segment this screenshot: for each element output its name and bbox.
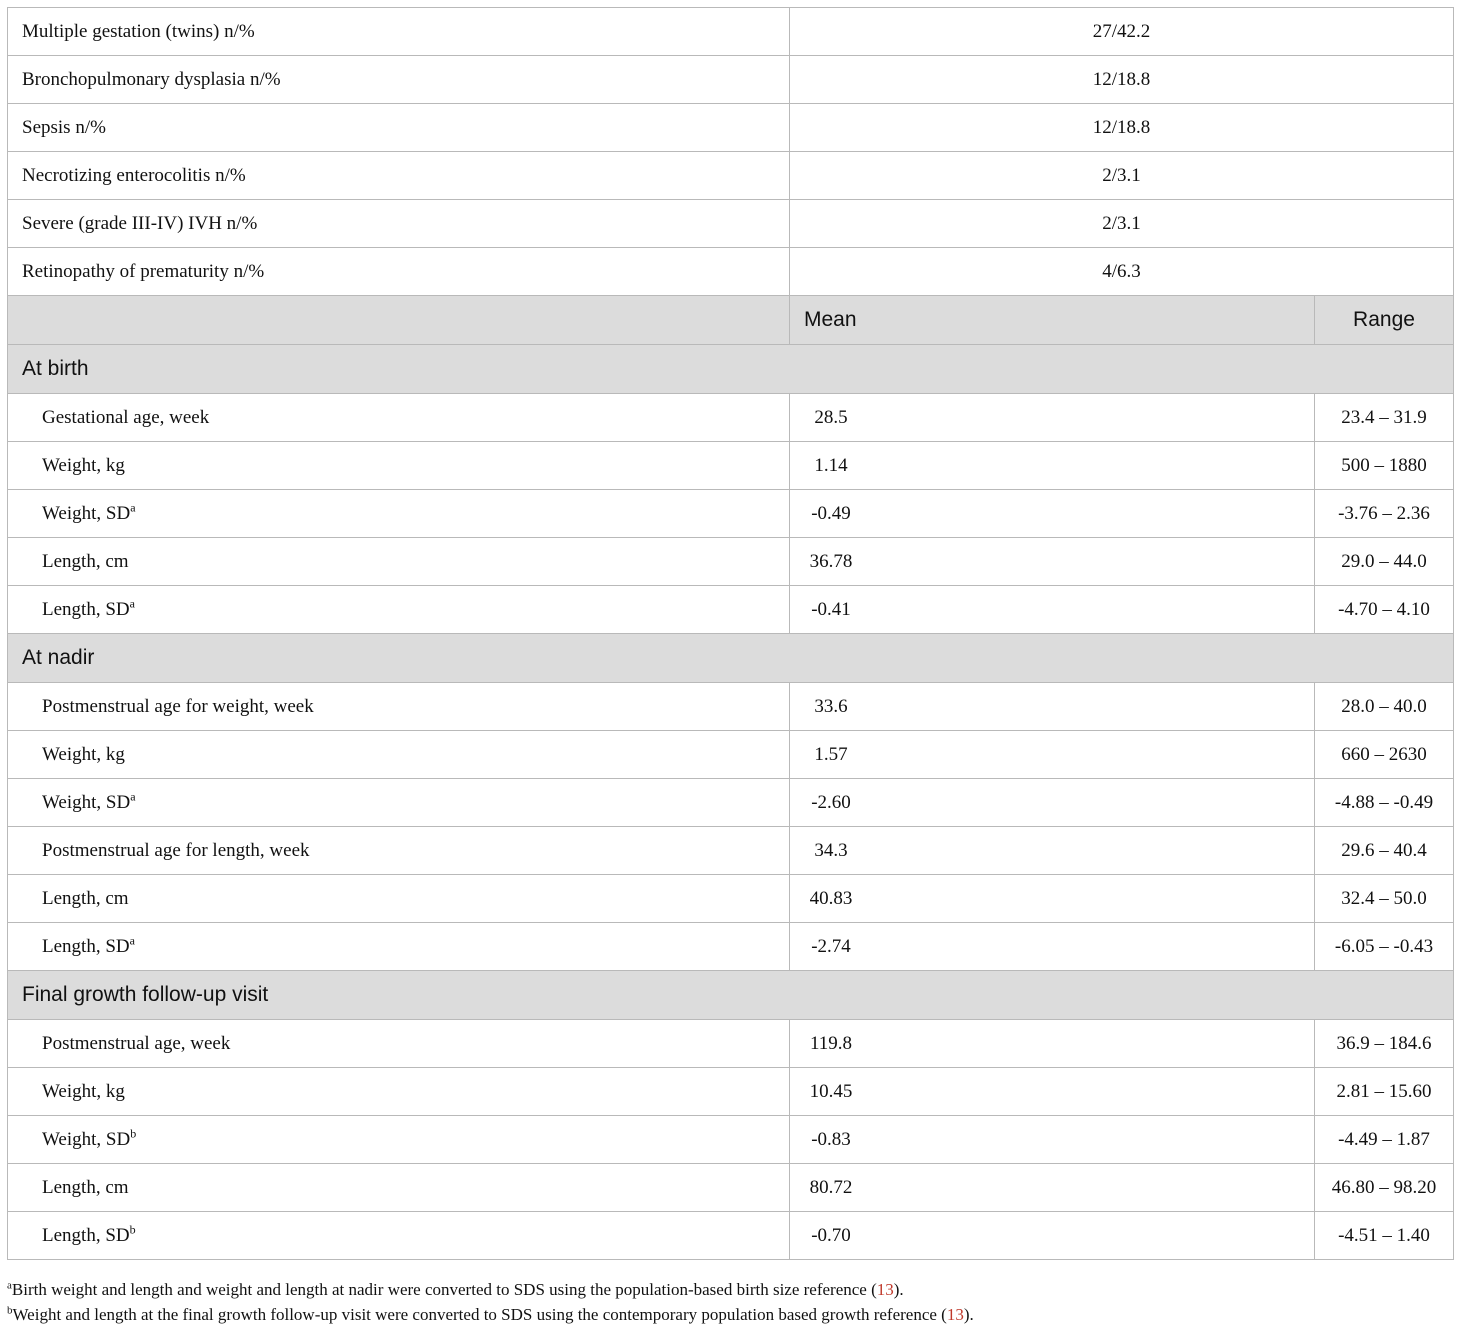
header-range: Range <box>1315 296 1454 345</box>
range-cell: -4.51 – 1.40 <box>1315 1212 1454 1260</box>
reference-link[interactable]: 13 <box>946 1305 964 1324</box>
range-cell: -4.70 – 4.10 <box>1315 586 1454 634</box>
table-row <box>8 248 1454 296</box>
range-cell: -6.05 – -0.43 <box>1315 923 1454 971</box>
table-row <box>8 923 1454 971</box>
mean-cell: 34.3 <box>790 827 1315 875</box>
mean-cell: 119.8 <box>790 1020 1315 1068</box>
section-header-row <box>8 634 1454 683</box>
mean-cell: 1.14 <box>790 442 1315 490</box>
mean-cell: -0.83 <box>790 1116 1315 1164</box>
mean-cell: 40.83 <box>790 875 1315 923</box>
range-cell: 32.4 – 50.0 <box>1315 875 1454 923</box>
footnote-b: $^b$Weight and length at the final growth follow-up visit were converted to SDS using the contemporary population based growth reference (13). <box>7 1304 974 1324</box>
table-row <box>8 394 1454 442</box>
row-label: Postmenstrual age for length, week <box>8 827 790 875</box>
mean-cell: -0.70 <box>790 1212 1315 1260</box>
range-cell: 23.4 – 31.9 <box>1315 394 1454 442</box>
footnote-mark: a <box>129 596 135 611</box>
range-cell: -4.88 – -0.49 <box>1315 779 1454 827</box>
row-label: Gestational age, week <box>8 394 790 442</box>
row-label: Length, cm <box>8 538 790 586</box>
row-label: Sepsis n/% <box>8 104 790 152</box>
range-cell: 660 – 2630 <box>1315 731 1454 779</box>
header-mean: Mean <box>790 296 1315 345</box>
footnote-mark: b <box>130 1126 137 1141</box>
mean-cell: 28.5 <box>790 394 1315 442</box>
row-value: 27/42.2 <box>790 8 1454 56</box>
section-header-row <box>8 971 1454 1020</box>
table-row <box>8 731 1454 779</box>
mean-cell: -2.60 <box>790 779 1315 827</box>
row-label: Necrotizing enterocolitis n/% <box>8 152 790 200</box>
table-row <box>8 1164 1454 1212</box>
section-title: At nadir <box>8 634 1454 683</box>
table-row <box>8 779 1454 827</box>
row-label: Postmenstrual age for weight, week <box>8 683 790 731</box>
table-container <box>7 7 1453 1260</box>
table-row <box>8 8 1454 56</box>
table-row <box>8 1116 1454 1164</box>
row-label: Length, $SD^b$ <box>8 1212 790 1260</box>
footnote-mark: a <box>130 500 136 515</box>
mean-cell: 33.6 <box>790 683 1315 731</box>
row-label: Weight, kg <box>8 1068 790 1116</box>
footnote-mark: a <box>7 1279 12 1292</box>
table-row <box>8 56 1454 104</box>
range-cell: -3.76 – 2.36 <box>1315 490 1454 538</box>
row-label: Length, $SD^a$ <box>8 923 790 971</box>
row-label: Weight, $SD^b$ <box>8 1116 790 1164</box>
data-table <box>7 7 1454 1260</box>
table-row <box>8 827 1454 875</box>
range-cell: 28.0 – 40.0 <box>1315 683 1454 731</box>
table-row <box>8 1068 1454 1116</box>
range-cell: 29.6 – 40.4 <box>1315 827 1454 875</box>
range-cell: -4.49 – 1.87 <box>1315 1116 1454 1164</box>
row-value: 12/18.8 <box>790 56 1454 104</box>
row-value: 2/3.1 <box>790 200 1454 248</box>
row-label: Postmenstrual age, week <box>8 1020 790 1068</box>
table-row <box>8 586 1454 634</box>
mean-cell: 10.45 <box>790 1068 1315 1116</box>
row-label: Bronchopulmonary dysplasia n/% <box>8 56 790 104</box>
table-row <box>8 200 1454 248</box>
footnote-mark: a <box>129 933 135 948</box>
row-label: Weight, kg <box>8 442 790 490</box>
row-value: 12/18.8 <box>790 104 1454 152</box>
row-label: Multiple gestation (twins) n/% <box>8 8 790 56</box>
mean-cell: 36.78 <box>790 538 1315 586</box>
mean-cell: -2.74 <box>790 923 1315 971</box>
row-label: Severe (grade III-IV) IVH n/% <box>8 200 790 248</box>
row-value: 2/3.1 <box>790 152 1454 200</box>
footnote-mark: a <box>130 789 136 804</box>
table-row <box>8 683 1454 731</box>
table-row <box>8 538 1454 586</box>
range-cell: 29.0 – 44.0 <box>1315 538 1454 586</box>
footnote-mark: b <box>129 1222 136 1237</box>
table-row <box>8 152 1454 200</box>
row-label: Length, cm <box>8 875 790 923</box>
mean-cell: 80.72 <box>790 1164 1315 1212</box>
row-label: Weight, $SD^a$ <box>8 779 790 827</box>
table-row <box>8 1212 1454 1260</box>
row-label: Retinopathy of prematurity n/% <box>8 248 790 296</box>
table-row <box>8 104 1454 152</box>
row-label: Length, cm <box>8 1164 790 1212</box>
table-row <box>8 1020 1454 1068</box>
table-row <box>8 875 1454 923</box>
row-label: Weight, $SD^a$ <box>8 490 790 538</box>
header-empty <box>8 296 790 345</box>
range-cell: 2.81 – 15.60 <box>1315 1068 1454 1116</box>
section-title: At birth <box>8 345 1454 394</box>
section-title: Final growth follow-up visit <box>8 971 1454 1020</box>
mean-cell: -0.41 <box>790 586 1315 634</box>
section-header-row <box>8 345 1454 394</box>
range-cell: 500 – 1880 <box>1315 442 1454 490</box>
row-label: Length, $SD^a$ <box>8 586 790 634</box>
footnote-mark: b <box>7 1304 13 1317</box>
row-label: Weight, kg <box>8 731 790 779</box>
footnote-a: $^a$Birth weight and length and weight and length at nadir were converted to SDS using the population-based birth size reference (13). <box>7 1279 904 1299</box>
table-row <box>8 442 1454 490</box>
reference-link[interactable]: 13 <box>876 1280 894 1299</box>
mean-cell: -0.49 <box>790 490 1315 538</box>
mean-cell: 1.57 <box>790 731 1315 779</box>
column-header-row <box>8 296 1454 345</box>
table-row <box>8 490 1454 538</box>
range-cell: 46.80 – 98.20 <box>1315 1164 1454 1212</box>
row-value: 4/6.3 <box>790 248 1454 296</box>
range-cell: 36.9 – 184.6 <box>1315 1020 1454 1068</box>
